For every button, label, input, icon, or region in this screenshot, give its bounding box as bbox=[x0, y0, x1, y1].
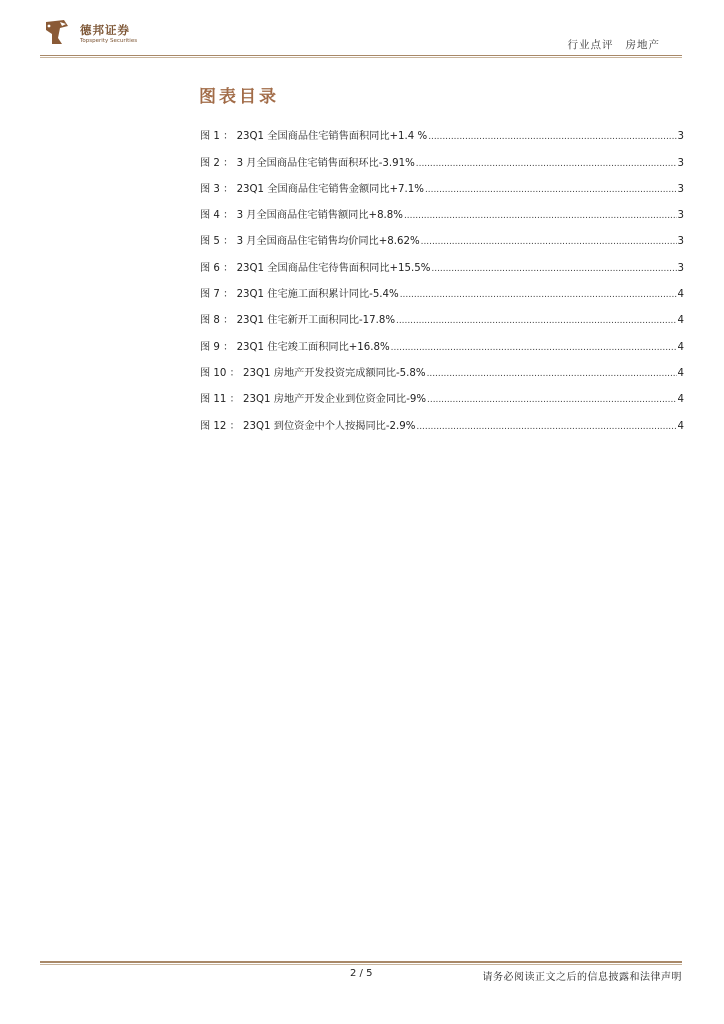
toc-entry-page[interactable]: 3 bbox=[677, 183, 684, 195]
toc-entry-label[interactable]: 图 4 ： 3 月全国商品住宅销售额同比+8.8% bbox=[200, 210, 403, 222]
toc-leader-dots bbox=[427, 368, 677, 379]
report-category bbox=[568, 37, 661, 52]
toc-entry[interactable] bbox=[200, 405, 684, 431]
sector-label: 房地产 bbox=[625, 39, 660, 51]
toc-title: 图表目录 bbox=[199, 87, 279, 107]
toc-entry[interactable] bbox=[200, 379, 684, 405]
toc-entry-label[interactable]: 图 7 ： 23Q1 住宅施工面积累计同比-5.4% bbox=[200, 289, 399, 301]
toc-entry[interactable] bbox=[200, 221, 684, 247]
toc-leader-dots bbox=[391, 342, 677, 353]
toc-entry-label[interactable]: 图 12 ： 23Q1 到位资金中个人按揭同比-2.9% bbox=[200, 420, 416, 432]
toc-entry-label[interactable]: 图 11 ： 23Q1 房地产开发企业到位资金同比-9% bbox=[200, 394, 427, 406]
toc-entry-page[interactable]: 3 bbox=[677, 236, 684, 248]
toc-entry-page[interactable]: 4 bbox=[677, 420, 684, 432]
toc-leader-dots bbox=[396, 315, 677, 326]
brand-name-cn: 德邦证券 bbox=[80, 23, 130, 37]
toc-entry-page[interactable]: 4 bbox=[677, 315, 684, 327]
toc-entry-label[interactable]: 图 9 ： 23Q1 住宅竣工面积同比+16.8% bbox=[200, 341, 390, 353]
toc-leader-dots bbox=[416, 158, 677, 169]
toc-entry[interactable] bbox=[200, 274, 684, 300]
toc-entry-label[interactable]: 图 5 ： 3 月全国商品住宅销售均价同比+8.62% bbox=[200, 236, 420, 248]
toc-entry[interactable] bbox=[200, 195, 684, 221]
toc-entry[interactable] bbox=[200, 326, 684, 352]
toc-entry-label[interactable]: 图 10 ： 23Q1 房地产开发投资完成额同比-5.8% bbox=[200, 367, 426, 379]
toc-leader-dots bbox=[404, 210, 677, 221]
toc-leader-dots bbox=[421, 236, 677, 247]
toc-leader-dots bbox=[425, 184, 677, 195]
brand-name-en: Topsperity Securities bbox=[80, 38, 138, 44]
toc-entry[interactable] bbox=[200, 247, 684, 273]
toc-entry-label[interactable]: 图 1 ： 23Q1 全国商品住宅销售面积同比+1.4 % bbox=[200, 131, 428, 143]
toc-leader-dots bbox=[428, 131, 676, 142]
report-type: 行业点评 bbox=[567, 39, 614, 51]
toc-entry-label[interactable]: 图 2 ： 3 月全国商品住宅销售面积环比-3.91% bbox=[200, 157, 415, 169]
disclaimer-note: 请务必阅读正文之后的信息披露和法律声明 bbox=[482, 972, 682, 983]
header-divider-secondary bbox=[40, 57, 682, 58]
toc-entry[interactable] bbox=[200, 116, 684, 142]
toc-leader-dots bbox=[400, 289, 677, 300]
toc-entry[interactable] bbox=[200, 142, 684, 168]
toc-entry-page[interactable]: 3 bbox=[677, 262, 684, 274]
toc-entry-label[interactable]: 图 3 ： 23Q1 全国商品住宅销售金额同比+7.1% bbox=[200, 183, 424, 195]
toc-entry-page[interactable]: 4 bbox=[677, 289, 684, 301]
toc-entry[interactable] bbox=[200, 169, 684, 195]
company-logo bbox=[40, 16, 150, 50]
footer-divider-secondary bbox=[40, 964, 682, 965]
toc-entry-page[interactable]: 4 bbox=[677, 367, 684, 379]
toc-entry[interactable] bbox=[200, 300, 684, 326]
toc-entry-page[interactable]: 3 bbox=[677, 157, 684, 169]
toc-entry-page[interactable]: 3 bbox=[677, 131, 684, 143]
toc-entry-label[interactable]: 图 6 ： 23Q1 全国商品住宅待售面积同比+15.5% bbox=[200, 262, 431, 274]
toc-entry-page[interactable]: 4 bbox=[677, 341, 684, 353]
logo-mark-icon bbox=[40, 16, 72, 48]
toc-entry-label[interactable]: 图 8 ： 23Q1 住宅新开工面积同比-17.8% bbox=[200, 315, 395, 327]
toc-leader-dots bbox=[431, 263, 676, 274]
footer-divider bbox=[40, 961, 682, 963]
header-divider bbox=[40, 55, 682, 56]
toc-entry[interactable] bbox=[200, 353, 684, 379]
toc-leader-dots bbox=[416, 421, 676, 432]
toc-leader-dots bbox=[427, 394, 676, 405]
page-number: 2 / 5 bbox=[350, 968, 373, 979]
toc-list bbox=[200, 116, 684, 432]
toc-entry-page[interactable]: 4 bbox=[677, 394, 684, 406]
toc-entry-page[interactable]: 3 bbox=[677, 210, 684, 222]
